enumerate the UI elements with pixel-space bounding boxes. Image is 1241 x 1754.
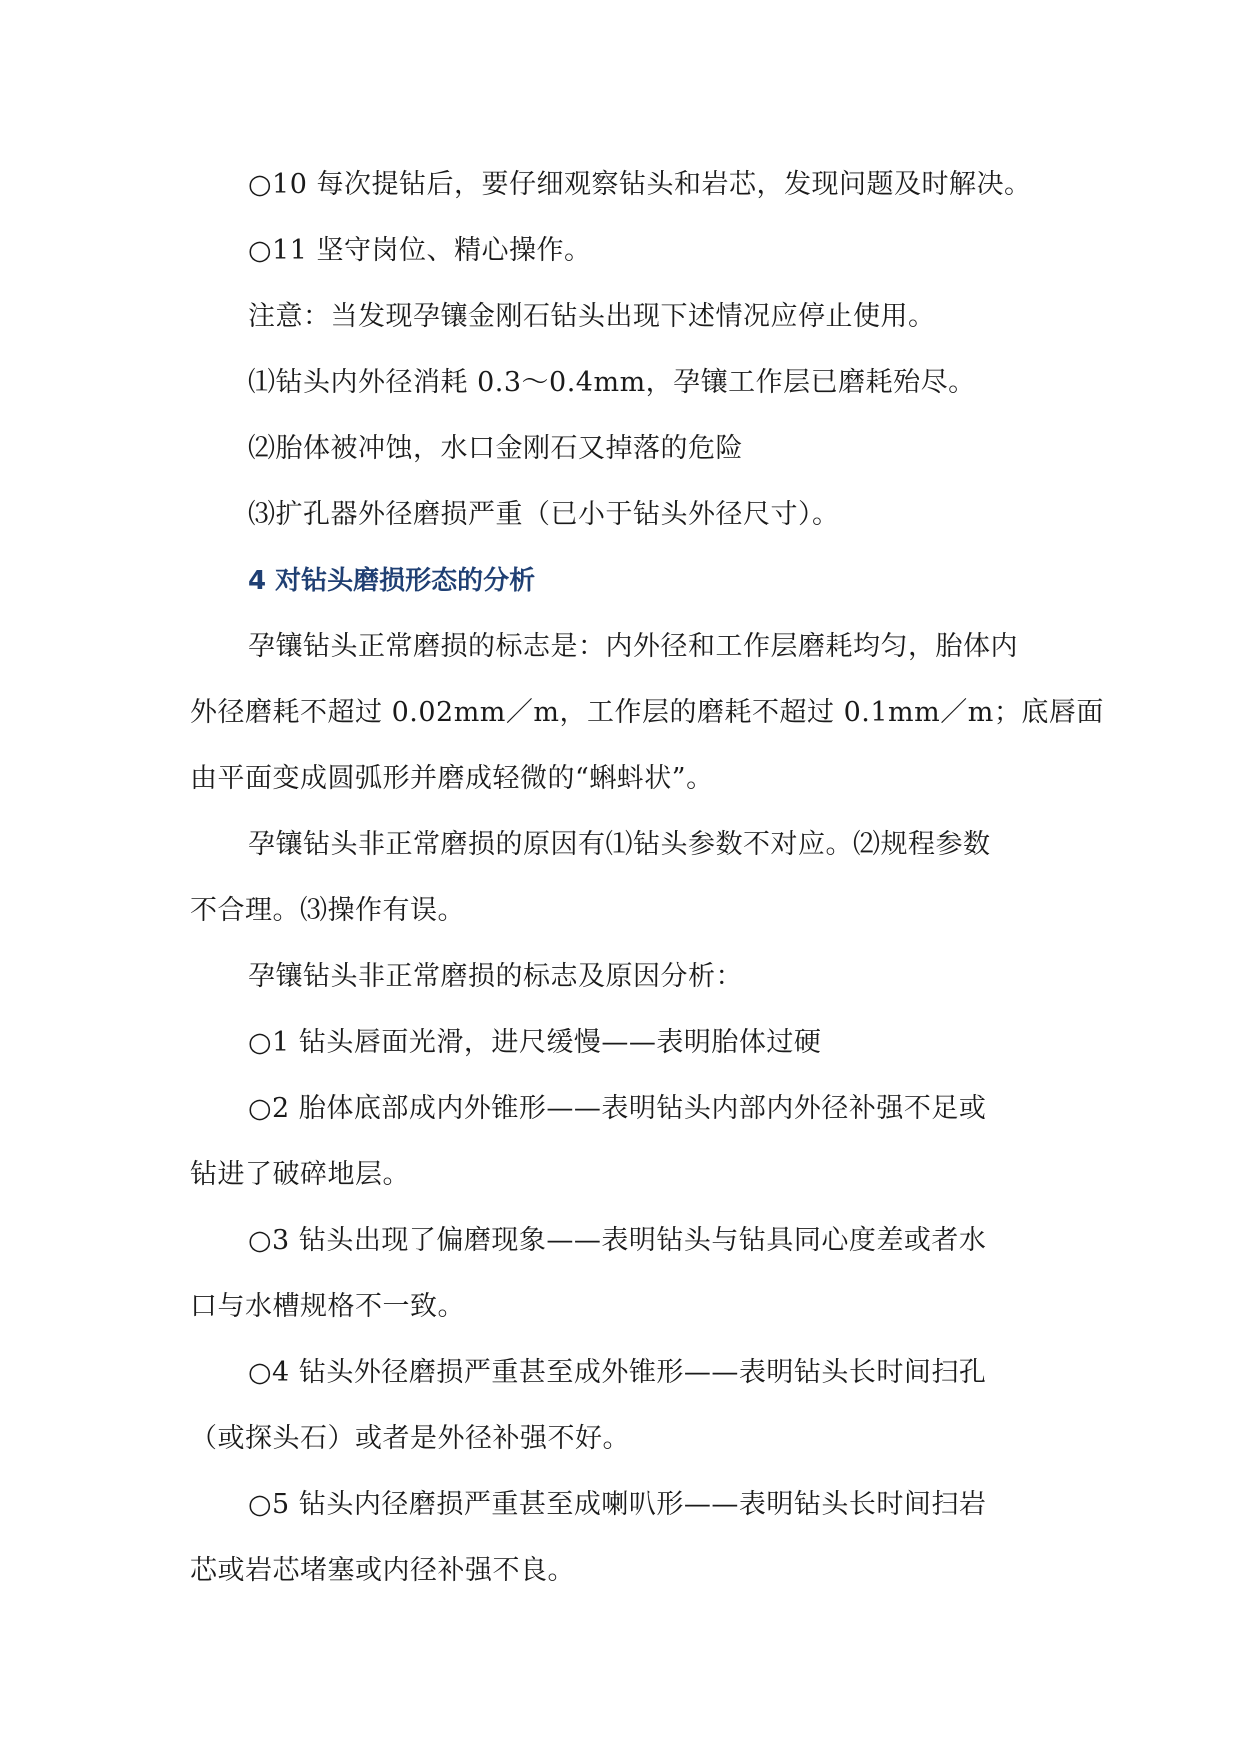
- body-line-9: 钻进了破碎地层。: [190, 1159, 410, 1190]
- body-line-5: 不合理。⑶操作有误。: [190, 895, 465, 926]
- body-line-10: ○3 钻头出现了偏磨现象——表明钻头与钻具同心度差或者水: [248, 1225, 987, 1256]
- section-heading: 4 对钻头磨损形态的分析: [248, 566, 536, 596]
- paragraph-condition-1: ⑴钻头内外径消耗 0.3～0.4mm，孕镶工作层已磨耗殆尽。: [248, 367, 976, 398]
- body-line-7: ○1 钻头唇面光滑，进尺缓慢——表明胎体过硬: [248, 1027, 822, 1058]
- body-line-3: 由平面变成圆弧形并磨成轻微的“蝌蚪状”。: [190, 763, 714, 794]
- paragraph-item-11: ○11 坚守岗位、精心操作。: [248, 235, 592, 266]
- paragraph-note: 注意：当发现孕镶金刚石钻头出现下述情况应停止使用。: [248, 301, 936, 332]
- paragraph-condition-2: ⑵胎体被冲蚀，水口金刚石又掉落的危险: [248, 433, 743, 464]
- body-line-13: （或探头石）或者是外径补强不好。: [190, 1423, 630, 1454]
- body-line-1: 孕镶钻头正常磨损的标志是：内外径和工作层磨耗均匀，胎体内: [248, 631, 1018, 662]
- body-line-14: ○5 钻头内径磨损严重甚至成喇叭形——表明钻头长时间扫岩: [248, 1489, 987, 1520]
- body-line-8: ○2 胎体底部成内外锥形——表明钻头内部内外径补强不足或: [248, 1093, 987, 1124]
- body-line-2: 外径磨耗不超过 0.02mm／m，工作层的磨耗不超过 0.1mm／m；底唇面: [190, 697, 1104, 728]
- body-line-11: 口与水槽规格不一致。: [190, 1291, 465, 1322]
- paragraph-item-10: ○10 每次提钻后，要仔细观察钻头和岩芯，发现问题及时解决。: [248, 169, 1032, 200]
- body-line-15: 芯或岩芯堵塞或内径补强不良。: [190, 1555, 575, 1586]
- body-line-6: 孕镶钻头非正常磨损的标志及原因分析：: [248, 961, 743, 992]
- body-line-12: ○4 钻头外径磨损严重甚至成外锥形——表明钻头长时间扫孔: [248, 1357, 987, 1388]
- body-line-4: 孕镶钻头非正常磨损的原因有⑴钻头参数不对应。⑵规程参数: [248, 829, 991, 860]
- paragraph-condition-3: ⑶扩孔器外径磨损严重（已小于钻头外径尺寸）。: [248, 499, 840, 530]
